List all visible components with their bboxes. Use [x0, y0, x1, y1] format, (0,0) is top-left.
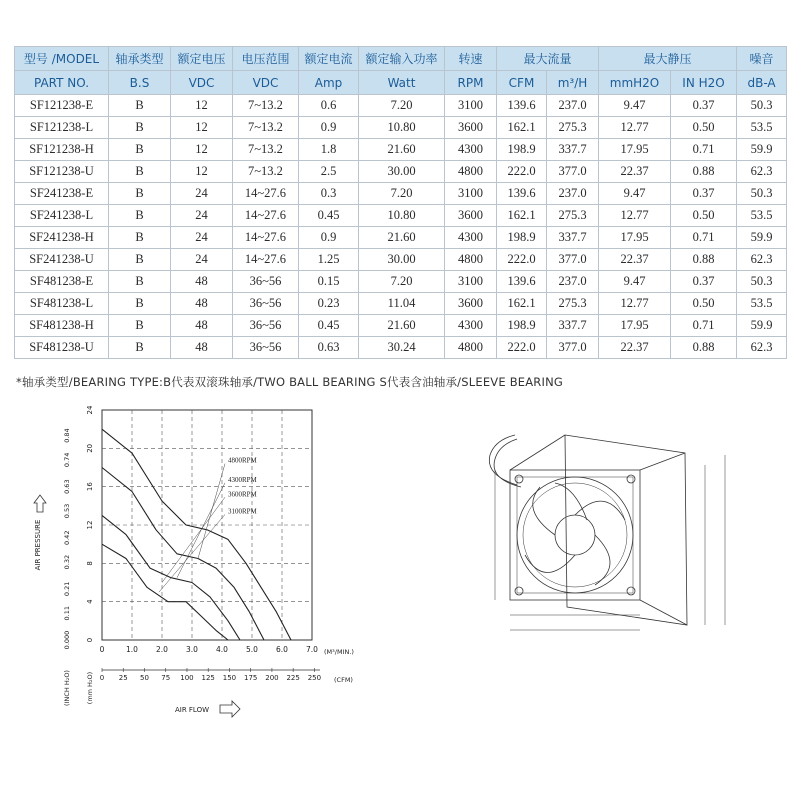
table-cell: 3100 [445, 95, 497, 117]
right-arrow-icon [220, 701, 240, 717]
table-cell: 7~13.2 [233, 161, 299, 183]
table-cell: 50.3 [737, 183, 787, 205]
table-row [15, 315, 787, 337]
table-cell: B [109, 183, 171, 205]
table-cell: 59.9 [737, 315, 787, 337]
x-tick-label: 4.0 [216, 645, 228, 654]
table-cell: 24 [171, 205, 233, 227]
header-model: 型号 /MODEL [15, 47, 109, 71]
table-cell: SF241238-U [15, 249, 109, 271]
y-axis-title: AIR PRESSURE [34, 519, 42, 571]
header-rated-voltage: 额定电压 [171, 47, 233, 71]
table-cell: 222.0 [497, 161, 547, 183]
table-cell: 14~27.6 [233, 227, 299, 249]
header-bearing: 轴承类型 [109, 47, 171, 71]
header-voltage-range: 电压范围 [233, 47, 299, 71]
table-cell: B [109, 249, 171, 271]
cfm-tick-label: 150 [222, 674, 237, 682]
table-cell: SF121238-L [15, 117, 109, 139]
table-cell: 11.04 [359, 293, 445, 315]
x-axis-title: AIR FLOW [174, 706, 210, 714]
table-cell: 3600 [445, 205, 497, 227]
table-cell: 12 [171, 95, 233, 117]
table-cell: 48 [171, 337, 233, 359]
table-cell: 12 [171, 161, 233, 183]
cfm-tick-label: 175 [243, 674, 258, 682]
cfm-tick-label: 225 [286, 674, 300, 682]
table-cell: 4300 [445, 227, 497, 249]
table-cell: 0.23 [299, 293, 359, 315]
series-label: 3100RPM [228, 507, 257, 516]
x-tick-label: 6.0 [276, 645, 288, 654]
table-cell: 36~56 [233, 293, 299, 315]
header-max-airflow: 最大流量 [497, 47, 599, 71]
subheader-cell: dB-A [737, 71, 787, 95]
table-cell: 198.9 [497, 139, 547, 161]
subheader-cell: m³/H [547, 71, 599, 95]
table-cell: 0.37 [671, 271, 737, 293]
table-cell: 275.3 [547, 293, 599, 315]
table-cell: 30.24 [359, 337, 445, 359]
spec-table [14, 46, 787, 359]
fan-ring [517, 477, 633, 593]
table-row [15, 337, 787, 359]
table-row [15, 271, 787, 293]
table-cell: 14~27.6 [233, 205, 299, 227]
table-cell: 0.45 [299, 205, 359, 227]
header-rated-current: 额定电流 [299, 47, 359, 71]
table-cell: 0.9 [299, 227, 359, 249]
subheader-cell: Amp [299, 71, 359, 95]
table-cell: 62.3 [737, 249, 787, 271]
x-tick-label: 1.0 [126, 645, 138, 654]
y-tick-label-inch: 0.32 [63, 554, 71, 570]
table-cell: 21.60 [359, 227, 445, 249]
series-label: 3600RPM [228, 490, 257, 499]
table-cell: 3100 [445, 183, 497, 205]
table-cell: 7~13.2 [233, 117, 299, 139]
subheader-cell: CFM [497, 71, 547, 95]
table-cell: 7.20 [359, 183, 445, 205]
table-cell: 22.37 [599, 249, 671, 271]
table-cell: 59.9 [737, 139, 787, 161]
table-cell: 53.5 [737, 117, 787, 139]
table-cell: 3600 [445, 293, 497, 315]
subheader-cell: mmH2O [599, 71, 671, 95]
y-unit-primary: (mm H₂O) [86, 671, 94, 705]
cfm-tick-label: 125 [201, 674, 215, 682]
table-cell: 337.7 [547, 227, 599, 249]
table-cell: 3100 [445, 271, 497, 293]
header-row-2 [15, 71, 787, 95]
table-cell: 222.0 [497, 249, 547, 271]
table-cell: 139.6 [497, 95, 547, 117]
table-cell: 162.1 [497, 117, 547, 139]
table-cell: 17.95 [599, 139, 671, 161]
table-row [15, 139, 787, 161]
table-cell: 48 [171, 271, 233, 293]
header-noise: 噪音 [737, 47, 787, 71]
y-tick-label-inch: 0.21 [63, 581, 71, 597]
subheader-cell: B.S [109, 71, 171, 95]
series-label: 4800RPM [228, 456, 257, 465]
table-cell: 7.20 [359, 95, 445, 117]
table-cell: B [109, 227, 171, 249]
table-cell: 4800 [445, 249, 497, 271]
header-speed: 转速 [445, 47, 497, 71]
table-cell: B [109, 139, 171, 161]
table-cell: 30.00 [359, 249, 445, 271]
table-cell: 22.37 [599, 161, 671, 183]
table-cell: 10.80 [359, 117, 445, 139]
table-cell: 0.88 [671, 161, 737, 183]
table-cell: 50.3 [737, 271, 787, 293]
table-cell: B [109, 95, 171, 117]
table-cell: 237.0 [547, 183, 599, 205]
x-tick-label: 7.0 [306, 645, 318, 654]
table-cell: 48 [171, 293, 233, 315]
table-row [15, 249, 787, 271]
table-cell: 0.71 [671, 227, 737, 249]
table-cell: 62.3 [737, 161, 787, 183]
series-line-4800RPM [102, 429, 291, 640]
table-cell: 0.88 [671, 249, 737, 271]
table-cell: 9.47 [599, 271, 671, 293]
fan-front-frame [510, 470, 640, 600]
table-cell: 10.80 [359, 205, 445, 227]
table-cell: 0.37 [671, 95, 737, 117]
subheader-cell: Watt [359, 71, 445, 95]
table-cell: B [109, 337, 171, 359]
table-cell: 24 [171, 249, 233, 271]
table-cell: SF121238-E [15, 95, 109, 117]
table-cell: 7~13.2 [233, 95, 299, 117]
pq-chart [20, 400, 360, 720]
table-cell: 24 [171, 227, 233, 249]
table-cell: 9.47 [599, 95, 671, 117]
table-cell: 30.00 [359, 161, 445, 183]
table-cell: 0.50 [671, 205, 737, 227]
table-cell: 237.0 [547, 95, 599, 117]
table-cell: 0.15 [299, 271, 359, 293]
table-cell: 222.0 [497, 337, 547, 359]
table-cell: 0.45 [299, 315, 359, 337]
table-cell: SF241238-L [15, 205, 109, 227]
table-cell: 3600 [445, 117, 497, 139]
y-tick-label-inch: 0.84 [63, 428, 71, 443]
y-tick-label-inch: 0.11 [63, 605, 71, 621]
table-cell: 62.3 [737, 337, 787, 359]
table-cell: 9.47 [599, 183, 671, 205]
table-cell: SF241238-H [15, 227, 109, 249]
table-cell: 22.37 [599, 337, 671, 359]
table-cell: 198.9 [497, 227, 547, 249]
cfm-tick-label: 75 [161, 674, 171, 682]
cfm-tick-label: 50 [140, 674, 149, 682]
y-tick-label-inch: 0.42 [63, 530, 71, 546]
y-tick-label: 24 [86, 405, 94, 415]
table-cell: 377.0 [547, 337, 599, 359]
subheader-cell: IN H2O [671, 71, 737, 95]
table-cell: 0.63 [299, 337, 359, 359]
table-cell: 12 [171, 117, 233, 139]
table-cell: 275.3 [547, 117, 599, 139]
table-cell: 17.95 [599, 227, 671, 249]
table-cell: 0.50 [671, 293, 737, 315]
header-max-pressure: 最大静压 [599, 47, 737, 71]
table-cell: 12.77 [599, 205, 671, 227]
x-tick-label: 5.0 [246, 645, 258, 654]
table-cell: 162.1 [497, 205, 547, 227]
table-cell: 0.71 [671, 139, 737, 161]
table-cell: 0.3 [299, 183, 359, 205]
fan-dimension-drawing [455, 425, 785, 675]
table-cell: 48 [171, 315, 233, 337]
table-cell: 4800 [445, 337, 497, 359]
cfm-tick-label: 25 [118, 674, 128, 682]
cfm-tick-label: 100 [180, 674, 194, 682]
table-cell: SF481238-H [15, 315, 109, 337]
y-tick-label-inch: 0.74 [63, 452, 71, 468]
table-cell: 139.6 [497, 183, 547, 205]
series-label: 4300RPM [228, 475, 257, 484]
table-cell: 36~56 [233, 315, 299, 337]
table-row [15, 117, 787, 139]
table-cell: B [109, 117, 171, 139]
table-cell: 14~27.6 [233, 249, 299, 271]
table-cell: 2.5 [299, 161, 359, 183]
subheader-cell: RPM [445, 71, 497, 95]
up-arrow-icon [34, 495, 46, 512]
table-cell: 21.60 [359, 315, 445, 337]
table-cell: 275.3 [547, 205, 599, 227]
table-cell: SF481238-U [15, 337, 109, 359]
table-cell: 337.7 [547, 139, 599, 161]
bearing-note: *轴承类型/BEARING TYPE:B代表双滚珠轴承/TWO BALL BEARING S代表含油轴承/SLEEVE BEARING [16, 375, 564, 389]
table-cell: 162.1 [497, 293, 547, 315]
y-tick-label: 4 [86, 599, 94, 604]
header-rated-power: 额定输入功率 [359, 47, 445, 71]
cfm-tick-label: 250 [307, 674, 322, 682]
table-row [15, 227, 787, 249]
series-pointer [198, 464, 225, 559]
subheader-cell: PART NO. [15, 71, 109, 95]
table-row [15, 205, 787, 227]
table-cell: 50.3 [737, 95, 787, 117]
table-cell: 7~13.2 [233, 139, 299, 161]
table-cell: B [109, 293, 171, 315]
table-cell: B [109, 205, 171, 227]
table-cell: 4300 [445, 315, 497, 337]
table-body [15, 95, 787, 359]
series-line-3100RPM [102, 544, 228, 640]
table-cell: 1.8 [299, 139, 359, 161]
table-cell: 12.77 [599, 117, 671, 139]
table-cell: 0.37 [671, 183, 737, 205]
table-cell: 53.5 [737, 205, 787, 227]
table-cell: 12 [171, 139, 233, 161]
header-row-1 [15, 47, 787, 71]
table-cell: SF241238-E [15, 183, 109, 205]
table-cell: SF121238-H [15, 139, 109, 161]
table-cell: 377.0 [547, 161, 599, 183]
y-tick-label-inch: 0.000 [63, 630, 71, 650]
table-cell: 53.5 [737, 293, 787, 315]
table-row [15, 293, 787, 315]
table-cell: 12.77 [599, 293, 671, 315]
table-cell: 1.25 [299, 249, 359, 271]
table-cell: 59.9 [737, 227, 787, 249]
table-cell: B [109, 271, 171, 293]
y-tick-label: 16 [86, 482, 94, 492]
table-cell: 0.9 [299, 117, 359, 139]
x-tick-label: 2.0 [156, 645, 168, 654]
x-tick-label: 3.0 [186, 645, 198, 654]
table-row [15, 161, 787, 183]
x-tick-label: 0 [99, 645, 105, 654]
y-tick-label: 0 [86, 637, 94, 643]
x-unit-primary: (M³/MIN.) [324, 648, 354, 656]
table-cell: 0.88 [671, 337, 737, 359]
table-cell: 237.0 [547, 271, 599, 293]
table-cell: 21.60 [359, 139, 445, 161]
table-cell: 0.6 [299, 95, 359, 117]
table-cell: SF481238-L [15, 293, 109, 315]
y-tick-label-inch: 0.63 [63, 479, 71, 494]
table-cell: 36~56 [233, 271, 299, 293]
table-cell: 7.20 [359, 271, 445, 293]
table-cell: 4300 [445, 139, 497, 161]
table-cell: 4800 [445, 161, 497, 183]
x-unit-secondary: (CFM) [334, 676, 353, 684]
cfm-tick-label: 0 [99, 674, 105, 682]
table-cell: 36~56 [233, 337, 299, 359]
table-cell: 139.6 [497, 271, 547, 293]
table-cell: 0.50 [671, 117, 737, 139]
table-cell: 17.95 [599, 315, 671, 337]
table-cell: SF121238-U [15, 161, 109, 183]
table-row [15, 95, 787, 117]
fan-back-plate [565, 435, 687, 625]
table-cell: 14~27.6 [233, 183, 299, 205]
y-tick-label: 12 [86, 520, 94, 530]
table-cell: B [109, 315, 171, 337]
table-cell: 24 [171, 183, 233, 205]
y-unit-secondary: (INCH H₂O) [63, 670, 71, 706]
table-cell: 0.71 [671, 315, 737, 337]
table-cell: 337.7 [547, 315, 599, 337]
subheader-cell: VDC [233, 71, 299, 95]
y-tick-label: 20 [86, 443, 94, 453]
y-tick-label-inch: 0.53 [63, 503, 71, 519]
y-tick-label: 8 [86, 561, 94, 566]
table-row [15, 183, 787, 205]
table-cell: SF481238-E [15, 271, 109, 293]
fan-hub [555, 515, 595, 555]
subheader-cell: VDC [171, 71, 233, 95]
table-cell: B [109, 161, 171, 183]
table-cell: 377.0 [547, 249, 599, 271]
cfm-tick-label: 200 [265, 674, 279, 682]
table-cell: 198.9 [497, 315, 547, 337]
